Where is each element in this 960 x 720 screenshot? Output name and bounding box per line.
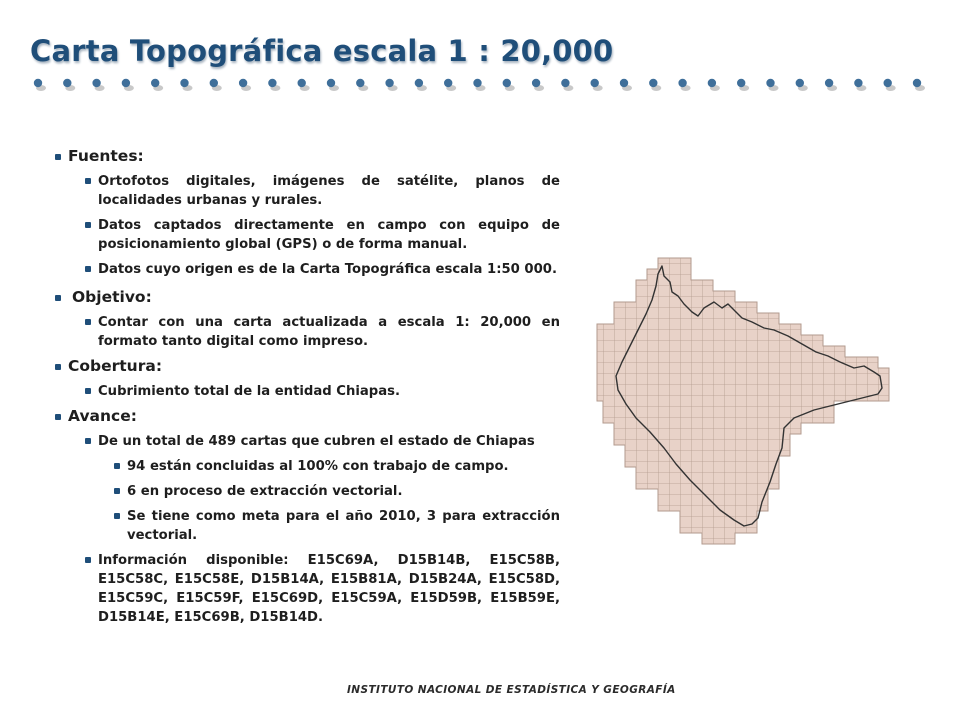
divider-dot — [327, 79, 335, 87]
list-item-label: Información disponible: E15C69A, D15B14B, E15C58B, E15C58C, E15C58E, D15B14A, E15B81A, D15B24A, E15C58D, E15C59C, E15C59F, E15C69D, E15C59A, E15D59B, E15B59E, D15B14E, E15C69B, D15B14D. — [98, 553, 560, 625]
bullet-icon — [55, 154, 61, 160]
divider-dot — [532, 79, 540, 87]
list-item-label: Cubrimiento total de la entidad Chiapas. — [98, 384, 400, 399]
heading-fuentes — [52, 147, 560, 166]
divider-dot — [298, 79, 306, 87]
divider-dot — [854, 79, 862, 87]
divider-dot — [708, 79, 716, 87]
bullet-icon — [85, 438, 91, 444]
bullet-icon — [85, 266, 91, 272]
heading-avance — [52, 407, 560, 426]
divider-dot — [913, 79, 921, 87]
list-item-label: Ortofotos digitales, imágenes de satélite, planos de localidades urbanas y rurales. — [98, 174, 560, 208]
divider-dot — [591, 79, 599, 87]
list-item — [52, 216, 560, 254]
divider-dot — [415, 79, 423, 87]
list-item-label: Contar con una carta actualizada a escala 1: 20,000 en formato tanto digital como impreso. — [98, 315, 560, 349]
list-item — [52, 382, 560, 401]
bullet-icon — [55, 364, 61, 370]
divider-dot — [210, 79, 218, 87]
bullet-icon — [85, 319, 91, 325]
list-item — [52, 432, 560, 451]
list-item — [52, 551, 560, 627]
bullet-icon — [114, 488, 120, 494]
dotted-divider — [0, 72, 960, 98]
divider-dot — [34, 79, 42, 87]
heading-objetivo — [52, 288, 560, 307]
divider-dot — [63, 79, 71, 87]
heading-fuentes-label: Fuentes: — [68, 147, 144, 165]
bullet-icon — [85, 557, 91, 563]
divider-dot — [678, 79, 686, 87]
bullet-icon — [114, 463, 120, 469]
divider-dot — [884, 79, 892, 87]
divider-dot — [737, 79, 745, 87]
heading-objetivo-label: Objetivo: — [72, 288, 152, 306]
divider-dot — [268, 79, 276, 87]
list-item-label: De un total de 489 cartas que cubren el estado de Chiapas — [98, 434, 535, 449]
bullet-icon — [85, 178, 91, 184]
grid-footprint — [597, 258, 889, 544]
sub-list-item — [52, 507, 560, 545]
chiapas-grid-map — [592, 252, 892, 548]
heading-cobertura-label: Cobertura: — [68, 357, 163, 375]
bullet-icon — [85, 222, 91, 228]
divider-dot — [444, 79, 452, 87]
divider-dot — [356, 79, 364, 87]
divider-dot — [825, 79, 833, 87]
divider-dot — [503, 79, 511, 87]
divider-dot — [766, 79, 774, 87]
bullet-list — [52, 147, 560, 633]
list-item-label: Datos cuyo origen es de la Carta Topográfica escala 1:50 000. — [98, 262, 557, 277]
divider-dot — [561, 79, 569, 87]
page-title: Carta Topográfica escala 1 : 20,000 — [30, 34, 614, 68]
divider-dot — [473, 79, 481, 87]
divider-dot — [151, 79, 159, 87]
heading-avance-label: Avance: — [68, 407, 137, 425]
divider-dot — [122, 79, 130, 87]
divider-dot — [649, 79, 657, 87]
list-item — [52, 313, 560, 351]
list-item — [52, 172, 560, 210]
list-item — [52, 260, 560, 279]
sub-list-item-label: 6 en proceso de extracción vectorial. — [127, 484, 403, 499]
bullet-icon — [85, 388, 91, 394]
divider-dot — [92, 79, 100, 87]
sub-list-item — [52, 457, 560, 476]
bullet-icon — [55, 414, 61, 420]
bullet-icon — [114, 513, 120, 519]
divider-dot — [385, 79, 393, 87]
divider-dot — [620, 79, 628, 87]
sub-list-item-label: 94 están concluidas al 100% con trabajo de campo. — [127, 459, 509, 474]
list-item-label: Datos captados directamente en campo con equipo de posicionamiento global (GPS) o de forma manual. — [98, 218, 560, 252]
institution-footer: INSTITUTO NACIONAL DE ESTADÍSTICA Y GEOGRAFÍA — [347, 684, 676, 696]
divider-dot — [796, 79, 804, 87]
bullet-icon — [55, 295, 61, 301]
divider-dot — [180, 79, 188, 87]
sub-list-item — [52, 482, 560, 501]
divider-dot — [239, 79, 247, 87]
sub-list-item-label: Se tiene como meta para el año 2010, 3 para extracción vectorial. — [127, 509, 560, 543]
heading-cobertura — [52, 357, 560, 376]
